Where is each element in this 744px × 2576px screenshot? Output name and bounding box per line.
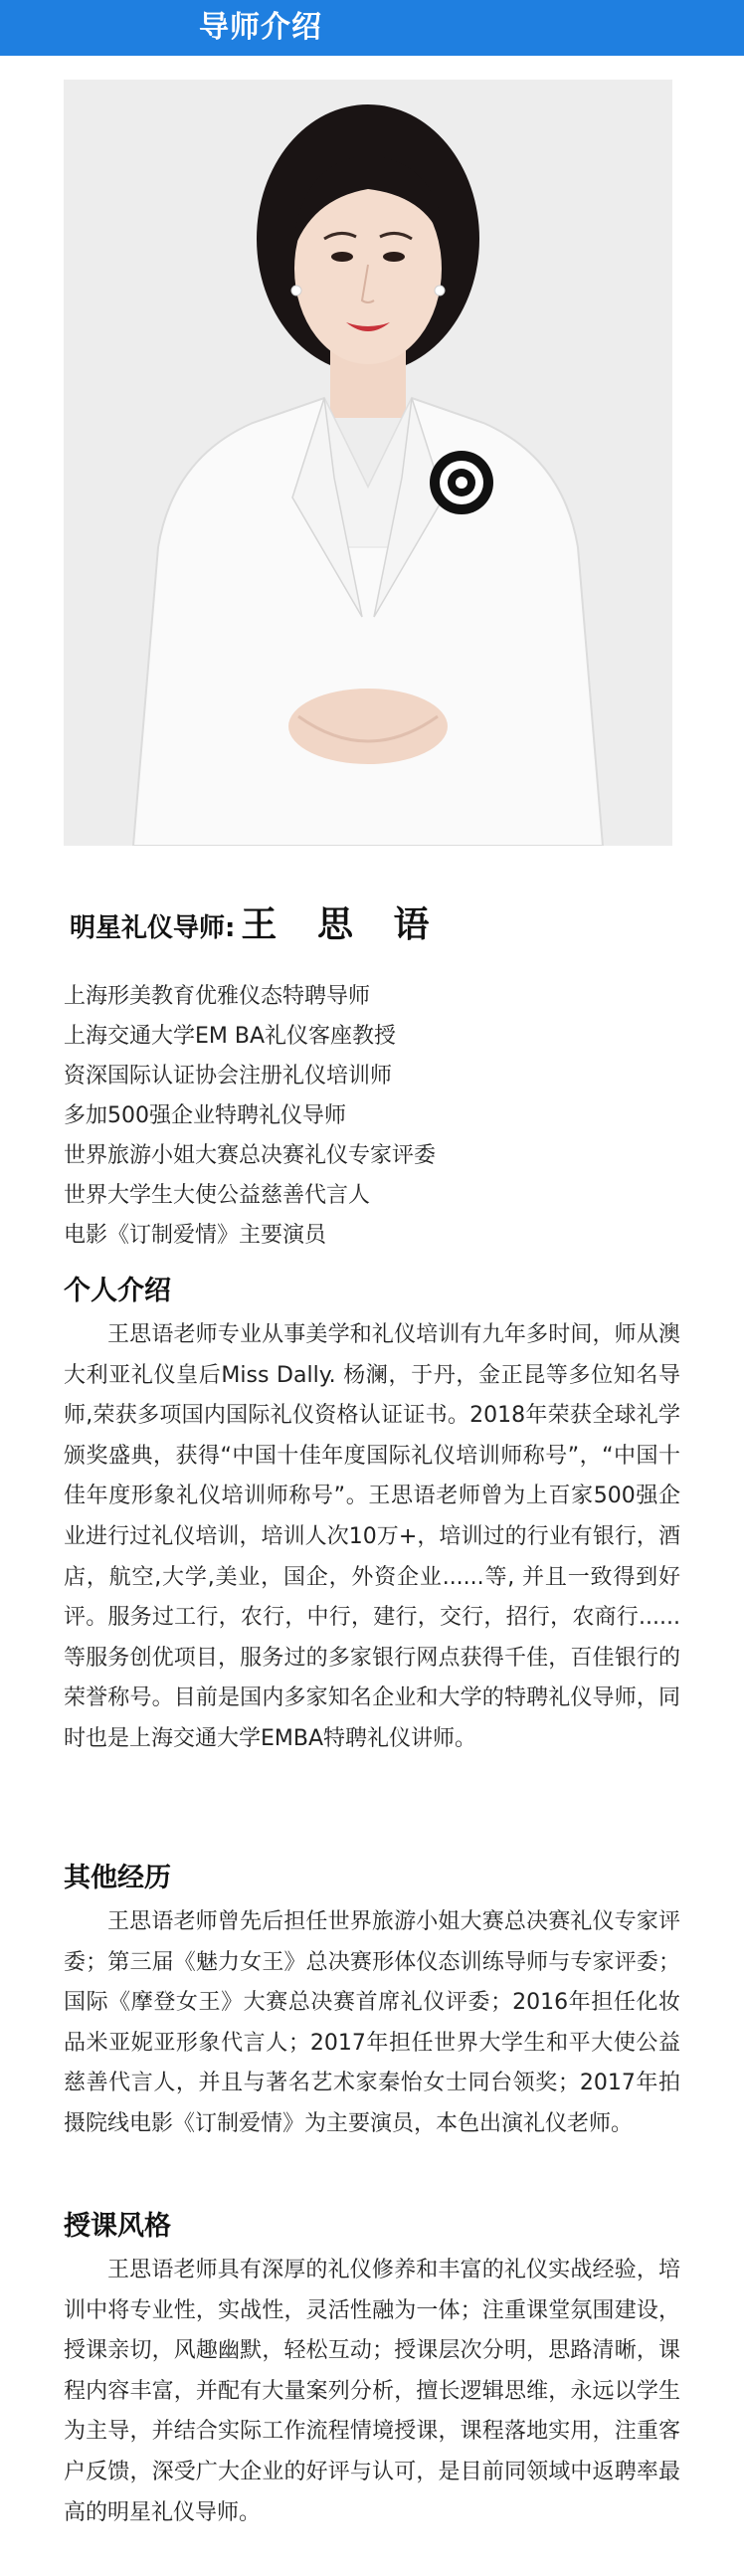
mentor-heading [70,905,443,948]
section-heading: 个人介绍 [64,1276,171,1306]
page-title: 导师介绍 [199,10,322,45]
section-heading: 授课风格 [64,2211,171,2242]
section-other-experience [64,1859,680,2145]
title-item: 上海交通大学EM BA礼仪客座教授 [64,1024,397,1049]
title-item: 世界大学生大使公益慈善代言人 [64,1183,371,1208]
section-teaching-style [64,2207,680,2533]
section-body: 王思语老师曾先后担任世界旅游小姐大赛总决赛礼仪专家评委；第三届《魅力女王》总决赛形体仪态训练导师与专家评委；国际《摩登女王》大赛总决赛首席礼仪评委；2016年担任化妆品米亚妮亚形象代言人；2017年担任世界大学生和平大使公益慈善代言人，并且与著名艺术家秦怡女士同台领奖；2017年拍摄院线电影《订制爱情》为主要演员，本色出演礼仪老师。 [64,1909,680,2136]
mentor-prefix: 明星礼仪导师: [70,913,236,943]
title-item: 电影《订制爱情》主要演员 [64,1223,327,1248]
mentor-titles-list [64,977,680,1256]
mentor-portrait-photo [64,80,672,846]
section-heading: 其他经历 [64,1863,171,1893]
title-item: 多加500强企业特聘礼仪导师 [64,1103,346,1128]
title-item: 上海形美教育优雅仪态特聘导师 [64,984,371,1009]
title-item: 世界旅游小姐大赛总决赛礼仪专家评委 [64,1143,437,1168]
page-header [0,0,744,56]
mentor-name: 王 思 语 [241,904,444,945]
section-body: 王思语老师专业从事美学和礼仪培训有九年多时间，师从澳大利亚礼仪皇后Miss Dally. 杨澜，于丹，金正昆等多位知名导师,荣获多项国内国际礼仪资格认证证书。2018年荣获全球礼学颁奖盛典，获得“中国十佳年度国际礼仪培训师称号”，“中国十佳年度形象礼仪培训师称号”。王思语老师曾为上百家500强企业进行过礼仪培训，培训人次10万+，培训过的行业有银行，酒店，航空,大学,美业，国企，外资企业......等, 并且一致得到好评。服务过工行，农行，中行，建行，交行，招行，农商行......等服务创优项目，服务过的多家银行网点获得千佳，百佳银行的荣誉称号。目前是国内多家知名企业和大学的特聘礼仪导师，同时也是上海交通大学EMBA特聘礼仪讲师。 [64,1322,680,1751]
portrait-illustration [64,80,672,846]
title-item: 资深国际认证协会注册礼仪培训师 [64,1064,393,1089]
section-personal-intro [64,1272,680,1760]
section-body: 王思语老师具有深厚的礼仪修养和丰富的礼仪实战经验，培训中将专业性，实战性，灵活性融为一体；注重课堂氛围建设，授课亲切，风趣幽默，轻松互动；授课层次分明，思路清晰，课程内容丰富，并配有大量案列分析，擅长逻辑思维，永远以学生为主导，并结合实际工作流程情境授课，课程落地实用，注重客户反馈，深受广大企业的好评与认可，是目前同领域中返聘率最高的明星礼仪导师。 [64,2258,680,2525]
